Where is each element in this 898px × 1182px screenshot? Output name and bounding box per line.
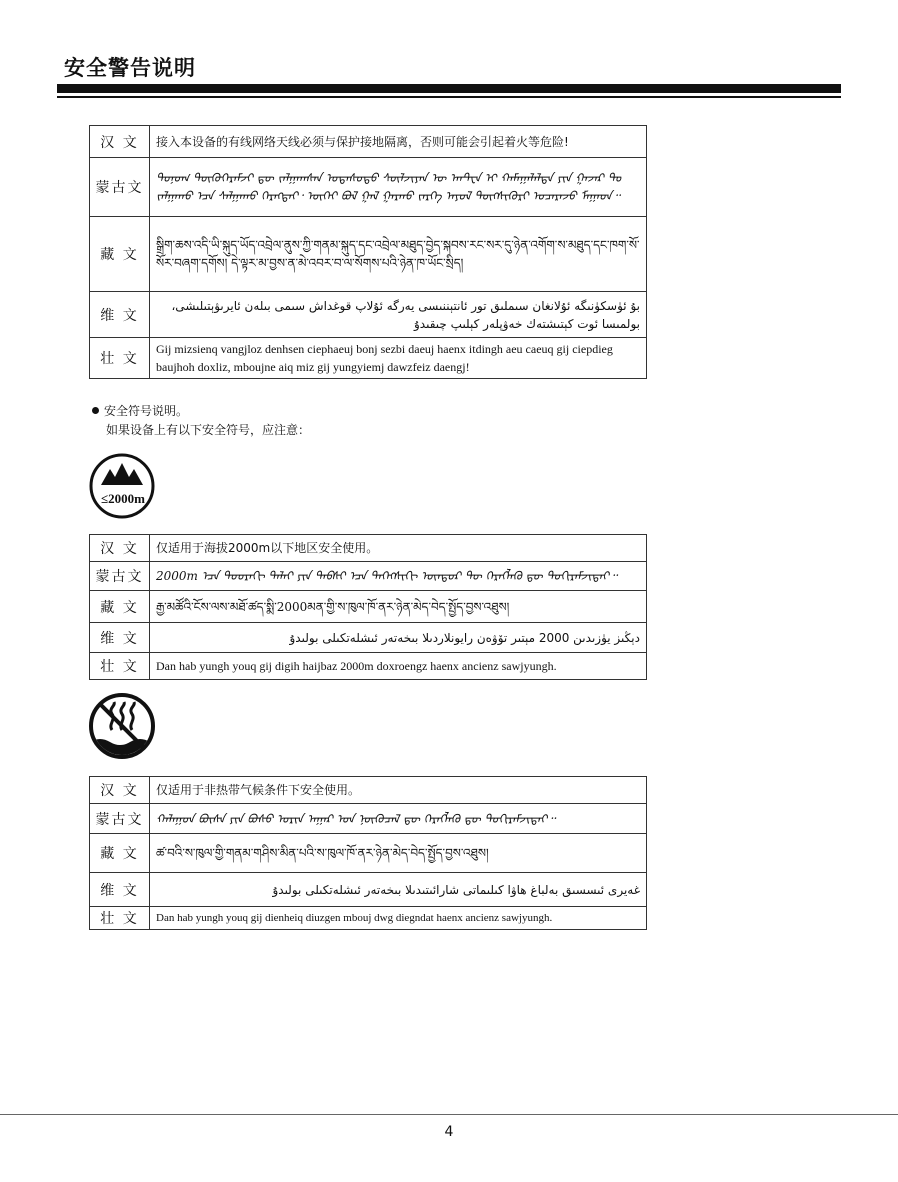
warning-table-climate xyxy=(89,776,647,930)
row-text-mongolian: 2000m ᠡᠴᠡ ᠳᠣᠣᠷᠠᠬᠢ ᠳᠠᠯᠠᠢ ᠶᠢᠨ ᠲᠡᠪᠰᠢ ᠡᠴᠡ ᠳᠡᠭᠡᠭᠰᠢᠬᠢ ᠥᠨᠳᠥᠷ ᠲᠦ ᠬᠡᠷᠡᠭᠯᠡᠬᠦ ᠳᠦ ᠲᠣᠬᠢᠷᠠᠮᠵᠢᠲᠠᠢ᠃ xyxy=(150,562,647,591)
lang-label-uyghur: 维 文 xyxy=(90,623,150,653)
safety-symbol-note: 如果设备上有以下安全符号，应注意： xyxy=(106,423,311,437)
table-row xyxy=(90,804,647,834)
row-text-zhuang: Dan hab yungh youq gij dienheiq diuzgen mbouj dwg diegndat haenx ancienz sawjyungh. xyxy=(150,907,647,930)
row-text-tibetan: ཚ་བའི་ས་ཁུལ་གྱི་གནམ་གཤིས་མིན་པའི་ས་ཁུལ་ཁོ་ནར་ཉེན་མེད་བེད་སྤྱོད་བྱས་འཐུས། xyxy=(150,834,647,873)
safety-symbol-heading-text: 安全符号说明。 xyxy=(104,404,189,418)
lang-label-zhuang: 壮 文 xyxy=(90,338,150,379)
row-text-chinese: 仅适用于海拔2000m以下地区安全使用。 xyxy=(150,535,647,562)
lang-label-mongolian: 蒙古文 xyxy=(90,562,150,591)
row-text-zhuang: Gij mizsienq vangjloz denhsen ciephaeuj bonj sezbi daeuj haenx itdingh aeu caeuq gij ciepdieg baujhoh doxliz, mboujne aiq miz gij yungyiemj dawzfeiz daengj! xyxy=(150,338,647,379)
lang-label-chinese: 汉 文 xyxy=(90,777,150,804)
lang-label-mongolian: 蒙古文 xyxy=(90,158,150,217)
lang-label-mongolian: 蒙古文 xyxy=(90,804,150,834)
row-text-tibetan: རྒྱ་མཚོའི་ངོས་ལས་མཐོ་ཚད་སྨི་2000མན་གྱི་ས་ཁུལ་ཁོ་ནར་ཉེན་མེད་བེད་སྤྱོད་བྱས་འཐུས། xyxy=(150,591,647,623)
altitude-2000m-icon xyxy=(88,452,156,520)
safety-symbol-heading xyxy=(92,402,188,421)
header-rule-thick xyxy=(57,84,841,93)
row-text-chinese: 接入本设备的有线网络天线必须与保护接地隔离，否则可能会引起着火等危险! xyxy=(150,126,647,158)
lang-label-zhuang: 壮 文 xyxy=(90,653,150,680)
footer-rule xyxy=(0,1114,898,1115)
row-text-tibetan: སྒྲིག་ཆས་འདི་ཡི་སྐུད་ཡོད་འབྲེལ་ནུས་ཀྱི་གནམ་སྐུད་དང་འབྲེལ་མཐུད་བྱེད་སྐབས་རང་སར་དུ་ཉེན་འགོག་ས་མཐུད་དང་ཁག་སོ་སོར་བཞག་དགོས། དེ་ལྟར་མ་བྱས་ན་མེ་འབར་བ་ལ་སོགས་པའི་ཉེན་ཁ་ཡོང་སྲིད། xyxy=(150,217,647,292)
table-row xyxy=(90,158,647,217)
row-text-mongolian: ᠲᠣᠨᠣᠭ ᠲᠥᠬᠥᠭᠡᠷᠡᠮᠵᠢ ᠳᠦ ᠵᠠᠯᠭᠠᠭᠰᠠᠨ ᠤᠲᠠᠰᠤᠲᠤ ᠰᠦᠯᠵᠢᠶᠡᠨ ᠦ ᠠᠨᠲ᠋ᠧᠨ ᠢ ᠬᠠᠮᠠᠭᠠᠯᠠᠯᠲᠠ ᠶᠢᠨ ᠭᠠᠵᠠᠷ ᠲᠤ ᠵᠠᠯᠭᠠᠬᠤ ᠡᠴᠡ ᠰᠠᠯᠭᠠᠬᠤ ᠬᠡᠷᠡᠭᠲᠡᠢ᠂ ᠦᠭᠡᠢ ᠪᠣᠯ ᠭᠠᠯ ᠭᠠᠷᠬᠤ ᠵᠡᠷᠭᠡ ᠠᠶᠤᠯ ᠲᠦᠭᠰᠢᠭᠦᠷᠢ ᠤᠴᠠᠷᠠᠵᠤ ᠮᠠᠭᠠᠳ᠃ xyxy=(150,158,647,217)
row-text-uyghur: دېڭىز يۈزىدىن 2000 مېتىر تۆۋەن رايونلاردىلا بىخەتەر ئىشلەتكىلى بولىدۇ xyxy=(150,623,647,653)
lang-label-uyghur: 维 文 xyxy=(90,292,150,338)
table-row xyxy=(90,873,647,907)
table-row xyxy=(90,338,647,379)
table-row xyxy=(90,907,647,930)
table-row xyxy=(90,777,647,804)
table-row xyxy=(90,292,647,338)
row-text-uyghur: غەيرى ئىسسىق بەلباغ ھاۋا كىلىماتى شارائىتىدىلا بىخەتەر ئىشلەتكىلى بولىدۇ xyxy=(150,873,647,907)
lang-label-tibetan: 藏 文 xyxy=(90,834,150,873)
lang-label-zhuang: 壮 文 xyxy=(90,907,150,930)
table-row xyxy=(90,591,647,623)
page-number: 4 xyxy=(444,1124,454,1140)
table-row xyxy=(90,834,647,873)
table-row xyxy=(90,126,647,158)
header-rule-thin xyxy=(57,96,841,98)
table-row xyxy=(90,623,647,653)
table-row xyxy=(90,217,647,292)
page-title: 安全警告说明 xyxy=(64,56,196,80)
lang-label-uyghur: 维 文 xyxy=(90,873,150,907)
row-text-chinese: 仅适用于非热带气候条件下安全使用。 xyxy=(150,777,647,804)
lang-label-tibetan: 藏 文 xyxy=(90,217,150,292)
lang-label-chinese: 汉 文 xyxy=(90,126,150,158)
bullet-dot-icon xyxy=(92,407,99,414)
warning-table-altitude xyxy=(89,534,647,680)
lang-label-tibetan: 藏 文 xyxy=(90,591,150,623)
warning-table-grounding xyxy=(89,125,647,379)
table-row xyxy=(90,562,647,591)
table-row xyxy=(90,653,647,680)
non-tropical-climate-icon xyxy=(88,692,156,760)
row-text-uyghur: بۇ ئۈسكۈنىگە ئۇلانغان سىملىق تور ئانتېننىسى يەرگە ئۇلاپ قوغداش سىمى بىلەن ئايرىۋېتىلىشى، بولمىسا ئوت كېتىشتەك خەۋپلەر كېلىپ چىقىدۇ xyxy=(150,292,647,338)
row-text-zhuang: Dan hab yungh youq gij digih haijbaz 2000m doxroengz haenx ancienz sawjyungh. xyxy=(150,653,647,680)
table-row xyxy=(90,535,647,562)
altitude-icon-label: ≤2000m xyxy=(101,491,145,506)
row-text-mongolian: ᠬᠠᠯᠠᠭᠤᠨ ᠪᠦᠰᠡ ᠶᠢᠨ ᠪᠤᠰᠤ ᠤᠷᠢᠨ ᠠᠭᠠᠷ ᠤᠨ ᠨᠥᠬᠥᠴᠡᠯ ᠳᠦ ᠬᠡᠷᠡᠭᠯᠡᠬᠦ ᠳᠦ ᠲᠣᠬᠢᠷᠠᠮᠵᠢᠲᠠᠢ᠃ xyxy=(150,804,647,834)
lang-label-chinese: 汉 文 xyxy=(90,535,150,562)
